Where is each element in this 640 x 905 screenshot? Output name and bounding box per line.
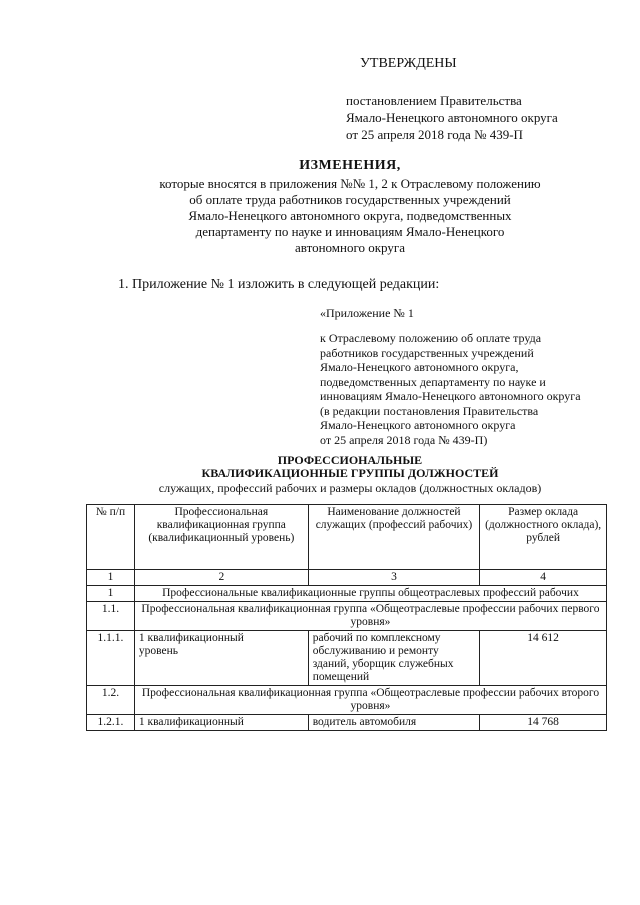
- annex-line: (в редакции постановления Правительства: [320, 403, 539, 418]
- annex-line: инновациям Ямало-Ненецкого автономного округа: [320, 389, 581, 403]
- section-title-line: ПРОФЕССИОНАЛЬНЫЕ: [277, 453, 423, 467]
- number-cell: 3: [308, 570, 480, 586]
- salary-value: 14 612: [480, 631, 607, 686]
- table-number-row: [87, 570, 607, 586]
- changes-line: Ямало-Ненецкого автономного округа, подведомственных: [188, 208, 512, 223]
- changes-description: [0, 176, 640, 256]
- table-header-row: [87, 505, 607, 570]
- table-row: [87, 586, 607, 602]
- annex-line: подведомственных департаменту по науке и: [320, 374, 546, 389]
- row-number: 1.1.1.: [87, 631, 135, 686]
- annex-line: Ямало-Ненецкого автономного округа: [320, 418, 516, 432]
- position-names: рабочий по комплексному обслуживанию и ремонту зданий, уборщик служебных помещений: [308, 631, 480, 686]
- row-number: 1.2.: [87, 686, 135, 715]
- row-number: 1.2.1.: [87, 715, 135, 731]
- group-title: Профессиональные квалификационные группы общеотраслевых профессий рабочих: [134, 586, 606, 602]
- item-1-text: 1. Приложение № 1 изложить в следующей редакции:: [118, 277, 440, 292]
- header-cell: Наименование должностей служащих (профессий рабочих): [308, 505, 480, 570]
- section-title-line: КВАЛИФИКАЦИОННЫЕ ГРУППЫ ДОЛЖНОСТЕЙ: [201, 466, 499, 480]
- salary-value: 14 768: [480, 715, 607, 731]
- annex-line: Ямало-Ненецкого автономного округа,: [320, 360, 519, 374]
- annex-line: работников государственных учреждений: [320, 345, 534, 360]
- header-cell: Размер оклада (должностного оклада), рублей: [480, 505, 607, 570]
- group-title: Профессиональная квалификационная группа «Общеотраслевые профессии рабочих первого уровня»: [134, 602, 606, 631]
- table-row: [87, 602, 607, 631]
- group-title: Профессиональная квалификационная группа «Общеотраслевые профессии рабочих второго уровня»: [134, 686, 606, 715]
- row-number: 1.1.: [87, 602, 135, 631]
- salary-table: [86, 504, 607, 731]
- table-row: [87, 686, 607, 715]
- annex-line: к Отраслевому положению об оплате труда: [320, 331, 542, 345]
- number-cell: 1: [87, 570, 135, 586]
- changes-line: об оплате труда работников государственных учреждений: [189, 192, 511, 207]
- header-cell: № п/п: [87, 505, 135, 570]
- approved-title: УТВЕРЖДЕНЫ: [360, 56, 457, 71]
- table-row: [87, 715, 607, 731]
- annex-line: от 25 апреля 2018 года № 439-П): [320, 432, 488, 447]
- number-cell: 4: [480, 570, 607, 586]
- changes-line: автономного округа: [295, 240, 405, 255]
- changes-line: которые вносятся в приложения №№ 1, 2 к Отраслевому положению: [159, 176, 541, 191]
- approved-block: [346, 92, 558, 143]
- changes-line: департаменту по науке и инновациям Ямало-Ненецкого: [195, 224, 505, 239]
- section-subtitle: служащих, профессий рабочих и размеры окладов (должностных окладов): [158, 481, 542, 495]
- header-cell: Профессиональная квалификационная группа (квалификационный уровень): [134, 505, 308, 570]
- position-names: водитель автомобиля: [308, 715, 480, 731]
- table-row: [87, 631, 607, 686]
- approved-line: от 25 апреля 2018 года № 439-П: [346, 127, 523, 142]
- row-number: 1: [87, 586, 135, 602]
- approved-line: постановлением Правительства: [346, 93, 522, 108]
- approved-line: Ямало-Ненецкого автономного округа: [346, 110, 558, 125]
- annex-block: [320, 331, 581, 447]
- changes-title: ИЗМЕНЕНИЯ,: [299, 158, 401, 173]
- number-cell: 2: [134, 570, 308, 586]
- qualification-level: 1 квалификационный уровень: [134, 631, 308, 686]
- section-title: [0, 454, 640, 480]
- annex-title: «Приложение № 1: [320, 306, 414, 320]
- qualification-level: 1 квалификационный: [134, 715, 308, 731]
